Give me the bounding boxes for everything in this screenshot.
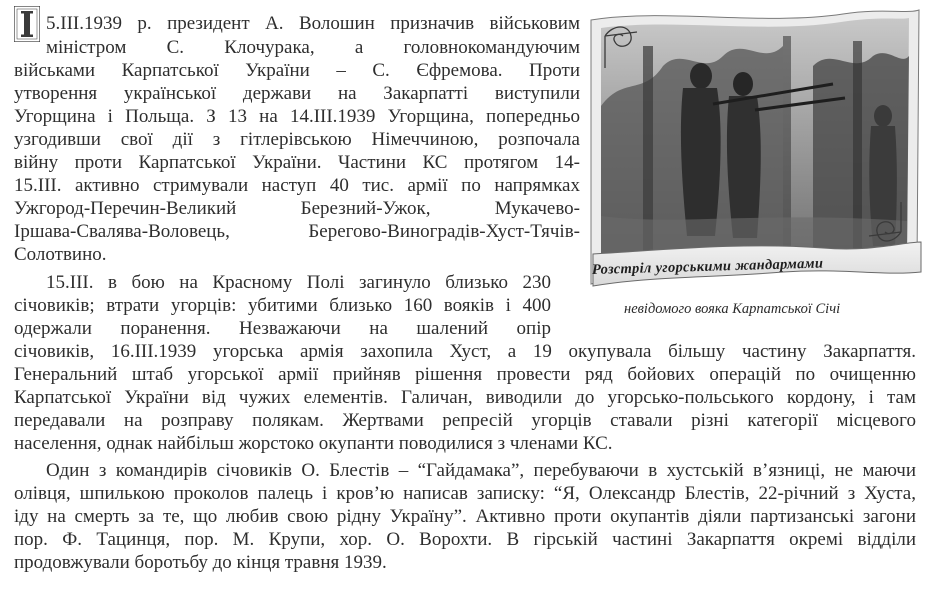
text-line: Карпатської України від чужих елементів. Галичан, виводили до угорсько-польського кордону, і там	[14, 387, 916, 408]
text-line: продовжували боротьбу до кінця травня 1939.	[14, 552, 387, 573]
text-line: Генеральний штаб угорської армії прийняв рішення провести ряд бойових операцій по очищенню	[14, 364, 916, 385]
text-line: утворення української держави на Закарпатті виступили	[14, 83, 580, 104]
text-line: січовиків, 16.ІІІ.1939 угорська армія захопила Хуст, а 19 окупувала більшу частину Закарпаття.	[14, 341, 916, 362]
text-line: 15.ІІІ. в бою на Красному Полі загинуло близько 230	[46, 272, 551, 293]
text-line: 5.ІІІ.1939 р. президент А. Волошин призначив військовим	[46, 13, 580, 34]
text-line: міністром С. Клочурака, а головнокомандуючим	[46, 37, 580, 58]
text-line: січовиків; втрати угорців: убитими близько 160 вояків і 400	[14, 295, 551, 316]
text-line: Іршава-Свалява-Воловець, Берегово-Виноградів-Хуст-Тячів-	[14, 221, 580, 242]
text-line: військами Карпатської України – С. Єфремова. Проти	[14, 60, 580, 81]
text-line: пор. Ф. Тацинця, пор. М. Крупи, хор. О. Ворохти. В гірській частині Закарпаття окремі відділи	[14, 529, 916, 550]
text-line: Один з командирів січовиків О. Блестів – “Гайдамака”, перебуваючи в хустській в’язниці, не маючи	[46, 460, 916, 481]
photo-caption-line-1: Розстріл угорськими жандармами	[591, 255, 824, 278]
drop-cap	[14, 6, 40, 42]
text-line: олівця, шпилькою проколов палець і кров’ю написав записку: “Я, Олександр Блестів, 22-річний з Хуста,	[14, 483, 916, 504]
photo-caption-line-2: невідомого вояка Карпатської Січі	[624, 301, 841, 317]
text-line: населення, однак найбільш жорстоко окупанти поводилися з членами КС.	[14, 433, 613, 454]
text-line: 15.ІІІ. активно стримували наступ 40 тис. армії по напрямках	[14, 175, 580, 196]
text-line: іду на смерть за те, що любив свою рідну Україну”. Активно проти окупантів діяли партизанські загони	[14, 506, 916, 527]
text-line: Угорщина і Польща. З 13 на 14.ІІІ.1939 Угорщина, попередньо	[14, 106, 580, 127]
historical-photo	[583, 6, 923, 294]
text-line: війну проти Карпатської України. Частини КС протягом 14-	[14, 152, 580, 173]
text-line: передавали на розправу полякам. Жертвами репресій угорців ставали різні категорії місцевого	[14, 410, 916, 431]
text-line: Ужгород-Перечин-Великий Березний-Ужок, Мукачево-	[14, 198, 580, 219]
text-line: узгодивши свої дії з гітлерівською Німеччиною, розпочала	[14, 129, 580, 150]
text-line: Солотвино.	[14, 244, 107, 265]
text-line: одержали поранення. Незважаючи на шалений опір	[14, 318, 551, 339]
